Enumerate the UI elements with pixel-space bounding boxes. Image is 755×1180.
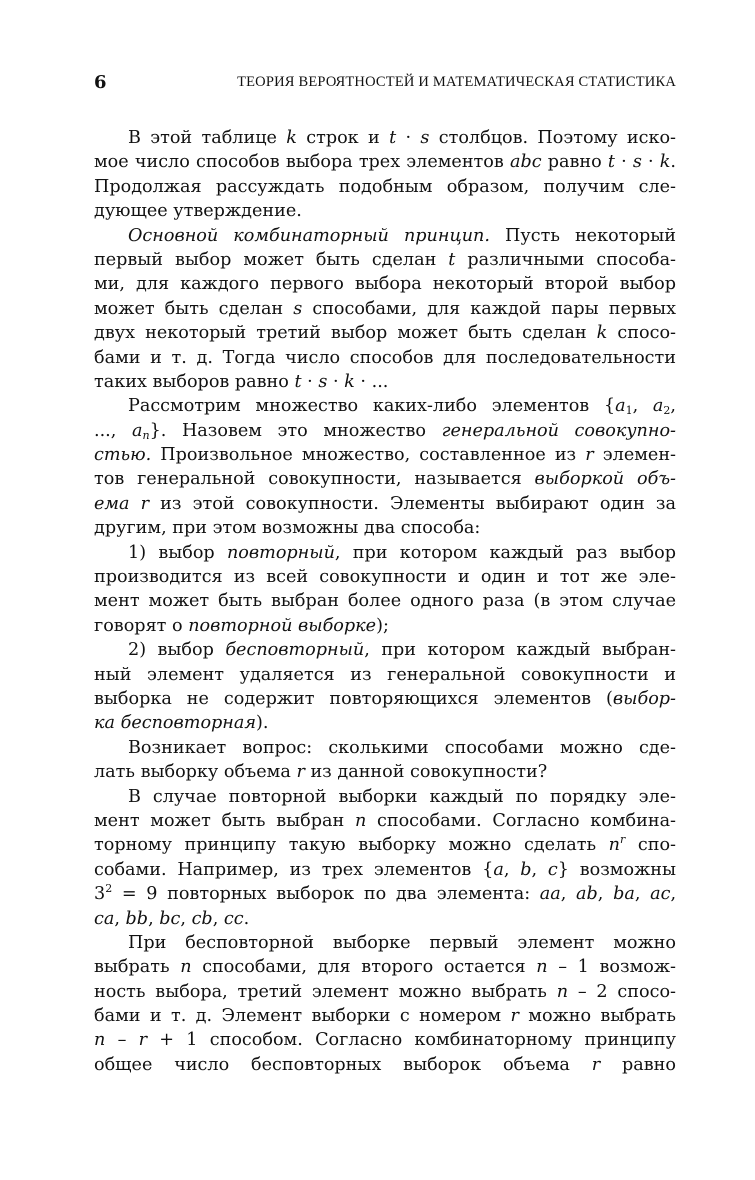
text-line: первый выбор может быть сделан t различными способа- — [94, 249, 676, 270]
running-head — [94, 72, 676, 96]
text-line: бами и т. д. Тогда число способов для последовательности — [94, 347, 676, 368]
text-line: Основной комбинаторный принцип. Пусть некоторый — [128, 225, 676, 246]
text-line: В случае повторной выборки каждый по порядку эле- — [128, 786, 676, 807]
running-title: ТЕОРИЯ ВЕРОЯТНОСТЕЙ И МАТЕМАТИЧЕСКАЯ СТАТИСТИКА — [237, 74, 676, 90]
text-line: дующее утверждение. — [94, 201, 302, 222]
paragraph-p2 — [94, 224, 676, 395]
text-line: Продолжая рассуждать подобным образом, получим сле- — [94, 176, 676, 197]
text-line: собами. Например, из трех элементов {a, b, c} возможны — [94, 859, 676, 880]
page-body — [94, 126, 676, 1077]
paragraph-p5 — [94, 638, 676, 736]
page-number: 6 — [94, 72, 107, 93]
text-line: мое число способов выбора трех элементов abc равно t · s · k. — [94, 152, 676, 173]
text-line: При бесповторной выборке первый элемент можно — [128, 932, 676, 953]
text-line: ность выбора, третий элемент можно выбрать n – 2 спосо- — [94, 981, 676, 1002]
text-line: ка бесповторная). — [94, 713, 269, 734]
text-line: выборка не содержит повторяющихся элементов (выбор- — [94, 688, 676, 709]
text-line: n – r + 1 способом. Согласно комбинаторному принципу — [94, 1030, 676, 1051]
text-line: стью. Произвольное множество, составленное из r элемен- — [94, 445, 676, 466]
paragraph-p4 — [94, 541, 676, 639]
text-line: другим, при этом возможны два способа: — [94, 518, 481, 539]
text-line: лать выборку объема r из данной совокупности? — [94, 762, 548, 783]
text-line: говорят о повторной выборке); — [94, 615, 389, 636]
text-line: двух некоторый третий выбор может быть сделан k спосо- — [94, 323, 676, 344]
text-line: может быть сделан s способами, для каждой пары первых — [94, 298, 676, 319]
text-line: $3^2 = 9$ повторных выборок по два элемента: aa, ab, ba, ac, — [94, 882, 676, 905]
text-line: тов генеральной совокупности, называется выборкой объ- — [94, 469, 676, 490]
text-line: В этой таблице k строк и t · s столбцов. Поэтому иско- — [128, 128, 676, 148]
text-line: мент может быть выбран n способами. Согласно комбина- — [94, 810, 676, 831]
text-line: ми, для каждого первого выбора некоторый второй выбор — [94, 274, 676, 295]
text-line: ный элемент удаляется из генеральной совокупности и — [94, 664, 676, 685]
text-line: торному принципу такую выборку можно сделать $n^r$ спо- — [94, 833, 676, 856]
text-line: ема r из этой совокупности. Элементы выбирают один за — [94, 493, 676, 514]
text-line: Рассмотрим множество каких-либо элементов {$a_1$, $a_2$, — [128, 396, 676, 418]
text-line: ..., $a_n$}. Назовем это множество генеральной совокупно- — [94, 420, 676, 442]
text-line: Возникает вопрос: сколькими способами можно сде- — [128, 737, 676, 758]
text-line: выбрать n способами, для второго остается n – 1 возмож- — [94, 957, 676, 978]
paragraph-p3 — [94, 394, 676, 540]
text-line: бами и т. д. Элемент выборки с номером r можно выбрать — [94, 1006, 676, 1027]
paragraph-p6 — [94, 736, 676, 785]
paragraph-p1 — [94, 126, 676, 224]
text-line: общее число бесповторных выборок объема r равно — [94, 1054, 676, 1075]
paragraph-p7 — [94, 785, 676, 931]
text-line: мент может быть выбран более одного раза (в этом случае — [94, 591, 676, 612]
paragraph-p8 — [94, 931, 676, 1077]
text-line: таких выборов равно t · s · k · ... — [94, 371, 389, 392]
text-line: ca, bb, bc, cb, cc. — [94, 908, 250, 929]
text-line: производится из всей совокупности и один и тот же эле- — [94, 567, 676, 588]
text-line: 1) выбор повторный, при котором каждый раз выбор — [128, 542, 676, 563]
text-line: 2) выбор бесповторный, при котором каждый выбран- — [128, 640, 676, 661]
